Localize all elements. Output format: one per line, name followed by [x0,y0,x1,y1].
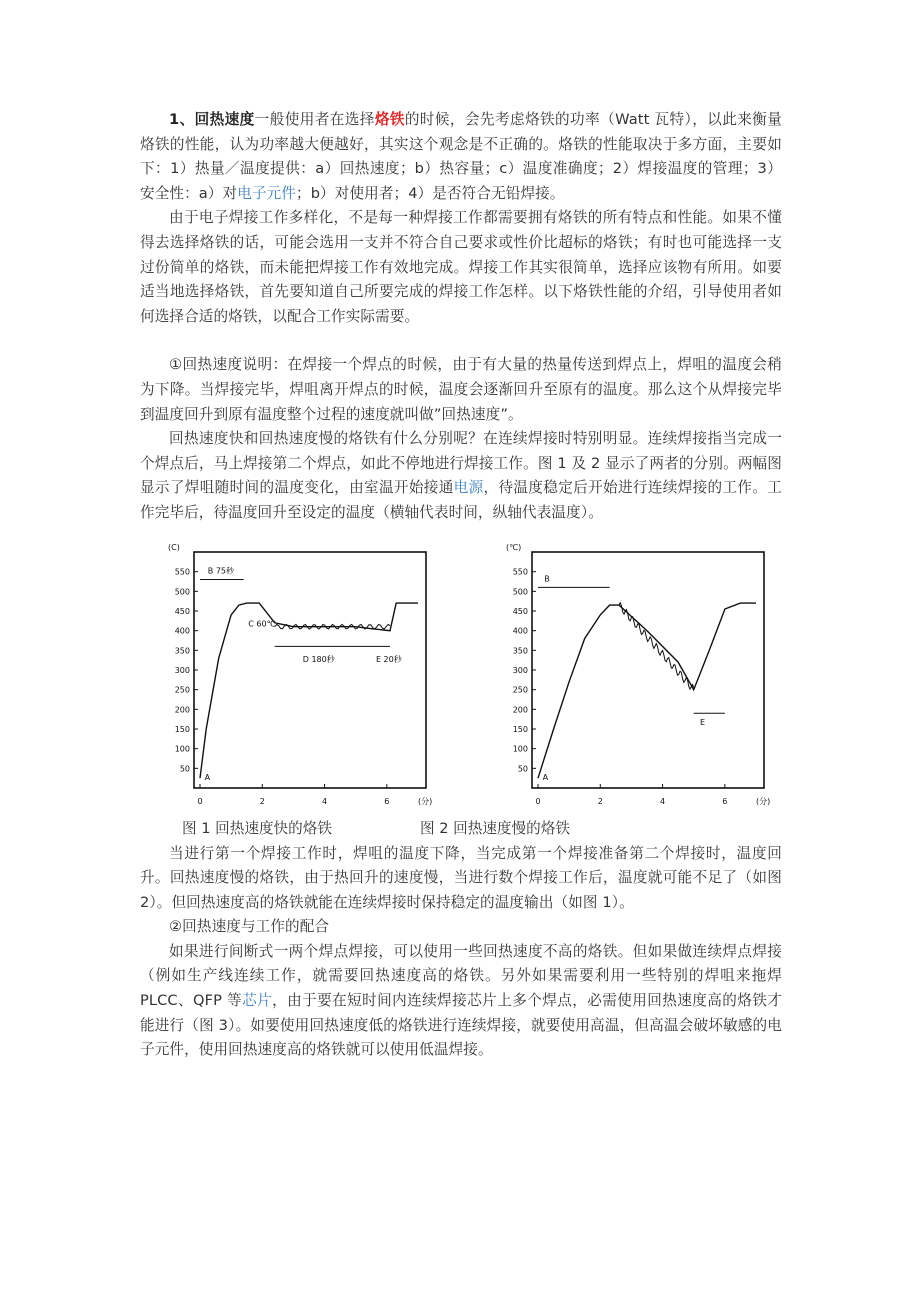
x-tick-label: 4 [322,796,328,806]
figure-1-chart [164,540,434,810]
x-tick-label: 6 [722,796,728,806]
y-tick-label: 400 [512,626,528,636]
figure-captions [140,816,782,842]
y-tick-label: 150 [174,724,190,734]
x-tick-label: 0 [197,796,203,806]
annotation-E: E 20秒 [375,654,402,664]
x-axis-label: (分) [418,796,433,806]
y-axis-label: (℃) [506,542,522,552]
x-tick-label: 0 [535,796,541,806]
text-run: 回热速度快和回热速度慢的烙铁有什么分别呢？在连续焊接时特别明显。连续焊接指当完成一个焊点后，马上焊接第二个焊点，如此不停地进行焊接工作。图 1 及 2 显示了两者的分别。两幅图显示了焊咀随时间的温度变化，由室温开始接通 [140,430,782,497]
annotation-E: E [699,717,706,727]
y-tick-label: 150 [512,724,528,734]
paragraph-5: 当进行第一个焊接工作时，焊咀的温度下降，当完成第一个焊接准备第二个焊接时，温度回升。回热速度慢的烙铁，由于热回升的速度慢，当进行数个焊接工作后，温度就可能不足了（如图 2）。但回热速度高的烙铁就能在连续焊接时保持稳定的温度输出（如图 1）。 [140,844,782,911]
x-tick-label: 2 [597,796,603,806]
paragraph-4 [140,427,782,525]
x-tick-label: 2 [259,796,265,806]
link-power-supply[interactable]: 电源 [453,479,484,497]
x-tick-label: 4 [660,796,666,806]
y-tick-label: 400 [174,626,190,636]
x-axis-label: (分) [756,796,771,806]
link-electronic-component[interactable]: 电子元件 [237,184,296,202]
figures [140,540,782,816]
text-run: 如果进行间断式一两个焊点焊接，可以使用一些回热速度不高的烙铁。但如果做连续焊点焊接（例如生产线连续工作，就需要回热速度高的烙铁。另外如果需要利用一些特别的焊咀来拖焊 PLCC、QFP 等 [140,942,782,1010]
section-title: 1、回热速度 [169,111,255,128]
y-tick-label: 250 [174,685,190,695]
figure-2-chart [502,540,772,810]
annotation-B: B [544,574,550,583]
y-axis-label: (C) [168,542,180,552]
x-tick-label: 6 [384,796,390,806]
link-chip[interactable]: 芯片 [242,992,273,1010]
y-tick-label: 450 [174,606,190,616]
y-tick-label: 50 [517,763,528,773]
plot-frame [194,552,426,788]
y-tick-label: 100 [512,744,528,754]
annotation-C: C 60℃ [248,619,276,629]
caption-figure-2: 图 2 回热速度慢的烙铁 [420,819,570,837]
y-tick-label: 200 [174,704,190,714]
paragraph-2: 由于电子焊接工作多样化，不是每一种焊接工作都需要拥有烙铁的所有特点和性能。如果不懂得去选择烙铁的话，可能会选用一支并不符合自己要求或性价比超标的烙铁；有时也可能选择一支过份简单的烙铁，而未能把焊接工作有效地完成。焊接工作其实很简单，选择应该物有所用。如要适当地选择烙铁，首先要知道自己所要完成的焊接工作怎样。以下烙铁性能的介绍，引导使用者如何选择合适的烙铁，以配合工作实际需要。 [140,209,782,325]
y-tick-label: 550 [512,567,528,577]
link-soldering-iron[interactable]: 烙铁 [374,111,405,128]
text-run: 的时候，会先考虑烙铁的功率（Watt 瓦特），以此来衡量烙铁的性能，认为功率越大便越好，其实这个观念是不正确的。烙铁的性能取决于多方面，主要如下：1）热量／温度提供：a）回热速度；b）热容量；c）温度准确度；2）焊接温度的管理；3）安全性：a）对 [140,111,782,202]
y-tick-label: 250 [512,685,528,695]
y-tick-label: 300 [512,665,528,675]
paragraph-7 [140,940,782,1063]
text-run: ，由于要在短时间内连续焊接芯片上多个焊点，必需使用回热速度高的烙铁才能进行（图 3）。如要使用回热速度低的烙铁进行连续焊接，就要使用高温，但高温会破坏敏感的电子元件，使用回热速度高的烙铁就可以使用低温焊接。 [140,992,782,1059]
series-line [538,603,756,778]
y-tick-label: 350 [174,645,190,655]
paragraph-6: ②回热速度与工作的配合 [169,918,330,936]
y-tick-label: 500 [174,586,190,596]
text-run: 一般使用者在选择 [254,111,375,128]
annotation-A: A [542,772,549,782]
paragraph-1 [140,108,782,206]
y-tick-label: 350 [512,645,528,655]
y-tick-label: 300 [174,665,190,675]
document-body [140,108,782,1063]
caption-figure-1: 图 1 回热速度快的烙铁 [182,819,332,837]
y-tick-label: 200 [512,704,528,714]
annotation-D: D 180秒 [302,654,335,664]
y-tick-label: 100 [174,744,190,754]
text-run: ；b）对使用者；4）是否符合无铅焊接。 [296,184,565,202]
y-tick-label: 500 [512,586,528,596]
annotation-B: B 75秒 [207,566,235,576]
text-run: ，待温度稳定后开始进行连续焊接的工作。工作完毕后，待温度回升至设定的温度（横轴代表时间，纵轴代表温度）。 [140,479,782,521]
annotation-A: A [204,772,211,782]
y-tick-label: 50 [179,763,190,773]
paragraph-3: ①回热速度说明：在焊接一个焊点的时候，由于有大量的热量传送到焊点上，焊咀的温度会稍为下降。当焊接完毕，焊咀离开焊点的时候，温度会逐渐回升至原有的温度。那么这个从焊接完毕到温度回升到原有温度整个过程的速度就叫做”回热速度”。 [140,356,782,423]
y-tick-label: 550 [174,567,190,577]
y-tick-label: 450 [512,606,528,616]
